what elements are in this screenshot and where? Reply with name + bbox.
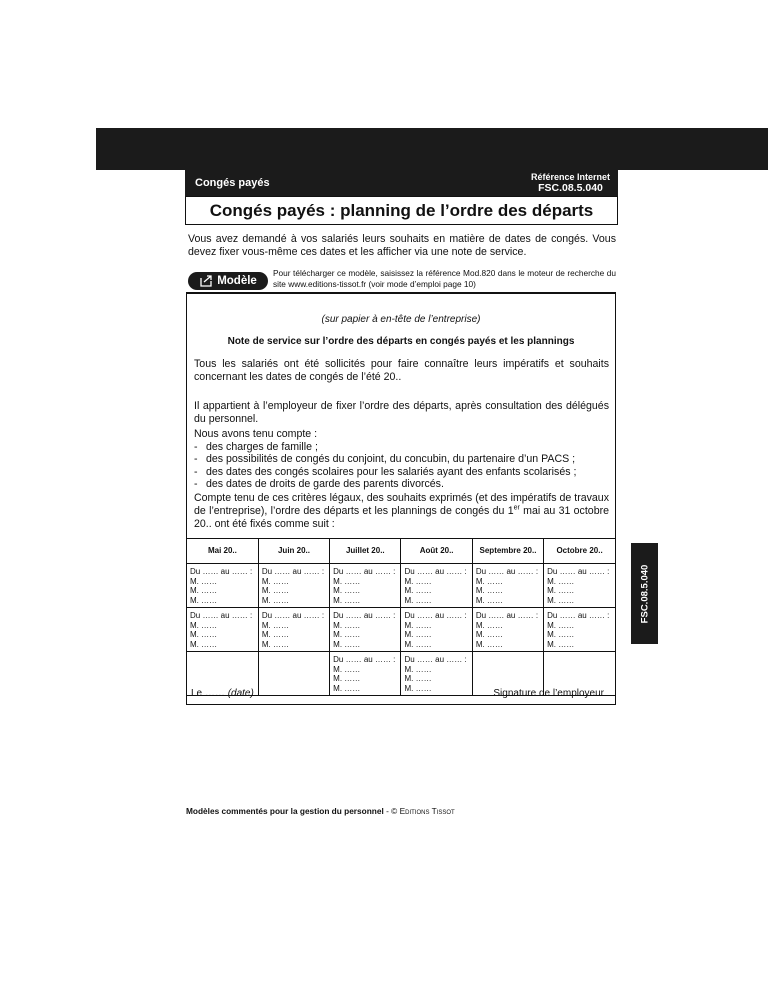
slot-dates: Du …… au …… : bbox=[404, 567, 467, 576]
ordinal-suffix: er bbox=[513, 504, 520, 512]
reference-label: Référence Internet bbox=[530, 172, 610, 182]
slot-dates: Du …… au …… : bbox=[333, 567, 396, 576]
signature-line: Signature de l’employeur bbox=[493, 688, 604, 699]
slot-employee: M. …… bbox=[261, 639, 289, 649]
column-header-juillet: Juillet 20.. bbox=[330, 539, 401, 564]
side-tab bbox=[631, 543, 658, 644]
title-box bbox=[185, 196, 618, 225]
footer-separator: - © bbox=[383, 806, 400, 816]
download-arrow-icon bbox=[199, 275, 213, 287]
criteria-intro: Nous avons tenu compte : bbox=[194, 428, 318, 440]
slot-employee: M. …… bbox=[190, 620, 218, 630]
table-cell bbox=[544, 564, 615, 608]
slot-employee: M. …… bbox=[547, 639, 575, 649]
download-instructions: Pour télécharger ce modèle, saisissez la référence Mod.820 dans le moteur de recherche du site www.editions-tissot.fr (voir mode d’emploi page 10) bbox=[273, 268, 616, 289]
planning-text-start: Compte tenu de ces critères légaux, des souhaits exprimés (et des impératifs de travaux de l’entreprise), l’ordre des départs et les plannings de congés du 1 bbox=[194, 492, 609, 517]
slot-employee: M. …… bbox=[333, 595, 361, 605]
intro-text: Vous avez demandé à vos salariés leurs souhaits en matière de dates de congés. Vous devez fixer vous-même ces dates et les afficher via une note de service. bbox=[188, 233, 616, 258]
date-prefix: Le …… bbox=[191, 688, 225, 699]
slot-dates: Du …… au …… : bbox=[547, 611, 610, 620]
slot-employee: M. …… bbox=[475, 595, 503, 605]
slot-employee: M. …… bbox=[261, 630, 289, 639]
slot-dates: Du …… au …… : bbox=[333, 611, 396, 620]
slot-employee: M. …… bbox=[404, 586, 432, 595]
slot-employee: M. …… bbox=[404, 664, 432, 674]
slot-employee: M. …… bbox=[333, 620, 361, 630]
slot-dates: Du …… au …… : bbox=[404, 611, 467, 620]
list-item: - des dates de droits de garde des parents divorcés. bbox=[194, 478, 609, 491]
slot-employee: M. …… bbox=[261, 576, 289, 586]
slot-employee: M. …… bbox=[190, 576, 218, 586]
page-footer bbox=[186, 806, 455, 816]
slot-employee: M. …… bbox=[404, 674, 432, 683]
slot-dates: Du …… au …… : bbox=[261, 567, 325, 576]
column-header-mai: Mai 20.. bbox=[187, 539, 258, 564]
slot-employee: M. …… bbox=[404, 683, 432, 693]
table-header-row bbox=[187, 539, 615, 564]
planning-text-end: mai au 31 octobre 20.. ont été fixés comme suit : bbox=[194, 505, 610, 530]
date-label: (date) bbox=[227, 688, 254, 699]
slot-employee: M. …… bbox=[404, 576, 432, 586]
slot-employee: M. …… bbox=[475, 630, 503, 639]
slot-dates: Du …… au …… : bbox=[475, 611, 539, 620]
slot-dates: Du …… au …… : bbox=[547, 567, 610, 576]
criteria-list bbox=[194, 441, 609, 491]
slot-employee: M. …… bbox=[190, 595, 218, 605]
footer-title: Modèles commentés pour la gestion du personnel bbox=[186, 806, 384, 816]
table-cell bbox=[472, 564, 543, 608]
table-cell bbox=[472, 608, 543, 652]
section-header bbox=[185, 170, 618, 196]
slot-employee: M. …… bbox=[547, 620, 575, 630]
column-header-octobre: Octobre 20.. bbox=[544, 539, 615, 564]
slot-employee: M. …… bbox=[261, 620, 289, 630]
slot-employee: M. …… bbox=[475, 639, 503, 649]
reference-box bbox=[531, 172, 610, 194]
table-cell bbox=[330, 608, 401, 652]
criteria-block bbox=[194, 428, 609, 491]
slot-employee: M. …… bbox=[547, 576, 575, 586]
slot-employee: M. …… bbox=[190, 630, 218, 639]
table-cell bbox=[330, 564, 401, 608]
slot-employee: M. …… bbox=[404, 620, 432, 630]
list-item: - des possibilités de congés du conjoint, du concubin, du partenaire d’un PACS ; bbox=[194, 453, 609, 466]
list-item: - des charges de famille ; bbox=[194, 441, 609, 454]
slot-employee: M. …… bbox=[261, 586, 289, 595]
slot-employee: M. …… bbox=[333, 630, 361, 639]
reference-code: FSC.08.5.040 bbox=[538, 182, 603, 194]
modele-badge[interactable] bbox=[188, 272, 268, 290]
paragraph-planning bbox=[194, 492, 609, 531]
slot-employee: M. …… bbox=[333, 674, 361, 683]
column-header-juin: Juin 20.. bbox=[258, 539, 329, 564]
footer-publisher: Editions Tissot bbox=[399, 806, 455, 816]
slot-employee: M. …… bbox=[475, 620, 503, 630]
column-header-aout: Août 20.. bbox=[401, 539, 472, 564]
slot-employee: M. …… bbox=[190, 639, 218, 649]
memo-title: Note de service sur l’ordre des départs en congés payés et les plannings bbox=[227, 336, 575, 347]
slot-employee: M. …… bbox=[333, 664, 361, 674]
table-cell bbox=[401, 652, 472, 696]
table-cell bbox=[187, 608, 258, 652]
table-row bbox=[187, 608, 615, 652]
slot-employee: M. …… bbox=[404, 630, 432, 639]
table-cell bbox=[544, 608, 615, 652]
slot-employee: M. …… bbox=[333, 576, 361, 586]
modele-label: Modèle bbox=[217, 275, 257, 287]
table-row bbox=[187, 564, 615, 608]
date-line bbox=[191, 688, 254, 699]
table-cell bbox=[258, 608, 329, 652]
table-cell bbox=[401, 564, 472, 608]
table-cell bbox=[330, 652, 401, 696]
slot-employee: M. …… bbox=[475, 576, 503, 586]
paragraph-employer: Il appartient à l’employeur de fixer l’ordre des départs, après consultation des délégués du personnel. bbox=[194, 400, 609, 425]
side-tab-label: FSC.08.5.040 bbox=[639, 564, 650, 623]
slot-employee: M. …… bbox=[333, 639, 361, 649]
table-cell-empty bbox=[258, 652, 329, 696]
slot-employee: M. …… bbox=[190, 586, 218, 595]
slot-dates: Du …… au …… : bbox=[404, 655, 467, 664]
model-document bbox=[186, 292, 616, 705]
slot-employee: M. …… bbox=[547, 595, 575, 605]
planning-table bbox=[187, 538, 615, 696]
column-header-septembre: Septembre 20.. bbox=[472, 539, 543, 564]
list-item: - des dates des congés scolaires pour les salariés ayant des enfants scolarisés ; bbox=[194, 466, 609, 479]
slot-employee: M. …… bbox=[475, 586, 503, 595]
table-cell bbox=[401, 608, 472, 652]
slot-dates: Du …… au …… : bbox=[333, 655, 396, 664]
slot-employee: M. …… bbox=[547, 630, 575, 639]
table-cell bbox=[187, 564, 258, 608]
slot-dates: Du …… au …… : bbox=[190, 567, 253, 576]
slot-employee: M. …… bbox=[261, 595, 289, 605]
letterhead-note: (sur papier à en-tête de l’entreprise) bbox=[321, 314, 481, 325]
paragraph-consultation: Tous les salariés ont été sollicités pour faire connaître leurs impératifs et souhaits concernant les dates de congés de l’été 20.. bbox=[194, 358, 609, 383]
page-title: Congés payés : planning de l’ordre des départs bbox=[209, 200, 594, 220]
slot-dates: Du …… au …… : bbox=[475, 567, 539, 576]
slot-employee: M. …… bbox=[547, 586, 575, 595]
slot-employee: M. …… bbox=[404, 595, 432, 605]
slot-dates: Du …… au …… : bbox=[261, 611, 325, 620]
top-banner bbox=[96, 128, 768, 170]
slot-dates: Du …… au …… : bbox=[190, 611, 253, 620]
slot-employee: M. …… bbox=[333, 586, 361, 595]
table-cell bbox=[258, 564, 329, 608]
section-label: Congés payés bbox=[195, 177, 270, 189]
slot-employee: M. …… bbox=[333, 683, 361, 693]
slot-employee: M. …… bbox=[404, 639, 432, 649]
